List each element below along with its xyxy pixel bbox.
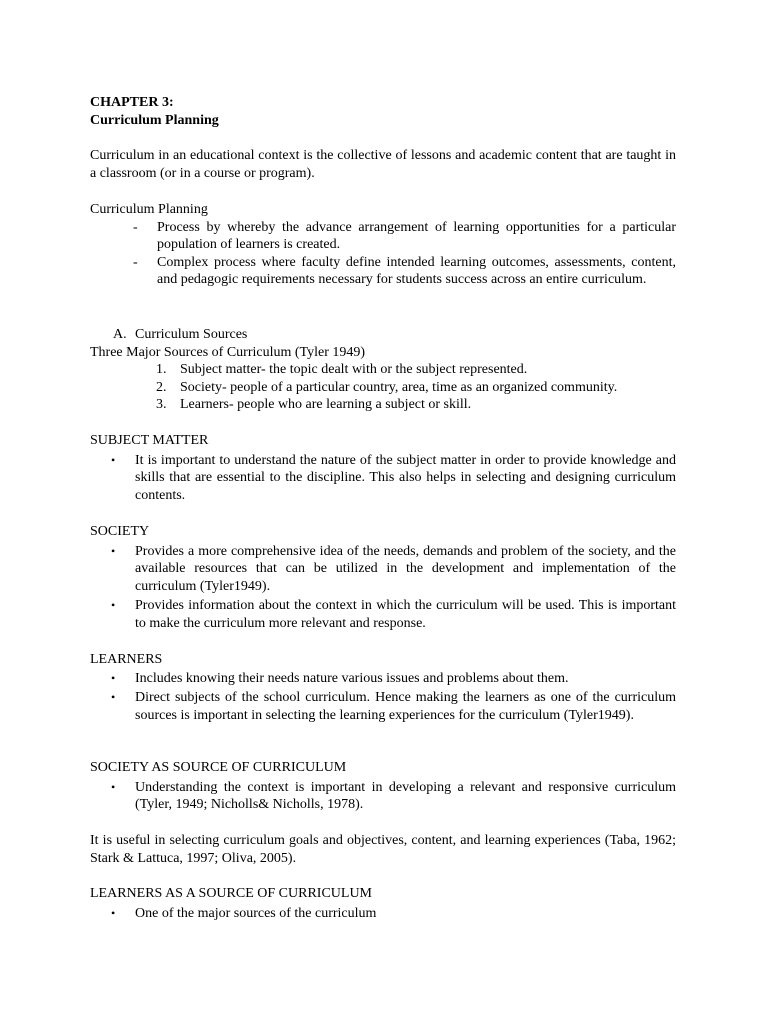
society-source-paragraph-block [90, 832, 676, 867]
society-item [111, 543, 676, 596]
chapter-number: CHAPTER 3: [90, 95, 174, 110]
bullet-marker: • [111, 670, 116, 685]
bullet-marker: • [111, 690, 116, 704]
learners-source-item [111, 905, 676, 923]
chapter-title: Curriculum Planning [90, 112, 219, 128]
society-source-item [111, 779, 676, 814]
source-item [156, 379, 676, 397]
society-source-section [90, 759, 676, 814]
number-marker: 1. [156, 362, 167, 377]
source-item-text: Subject matter- the topic dealt with or the subject represented. [180, 362, 528, 377]
dash-marker: - [133, 254, 138, 270]
dash-marker: - [133, 219, 138, 235]
society-heading: SOCIETY [90, 524, 150, 539]
chapter-header [90, 94, 676, 129]
society-item [111, 597, 676, 632]
learners-item-text: Direct subjects of the school curriculum. Hence making the learners as one of the curriculum sources is important in selecting the learning experiences for the curriculum (Tyler1949). [135, 690, 676, 723]
learners-source-section [90, 885, 676, 922]
learners-heading: LEARNERS [90, 652, 163, 667]
society-source-paragraph: It is useful in selecting curriculum goals and objectives, content, and learning experiences (Taba, 1962; Stark & Lattuca, 1997; Oliva, 2005). [90, 833, 676, 866]
subject-matter-item [111, 452, 676, 505]
planning-item [133, 254, 676, 289]
section-letter: A. [113, 327, 127, 342]
source-item [156, 361, 676, 379]
planning-item [133, 219, 676, 254]
society-source-item-text: Understanding the context is important in developing a relevant and responsive curriculum (Tyler, 1949; Nicholls& Nicholls, 1978). [135, 779, 676, 812]
source-item-text: Learners- people who are learning a subject or skill. [180, 397, 472, 412]
sources-heading: Curriculum Sources [135, 327, 248, 342]
intro-paragraph: Curriculum in an educational context is the collective of lessons and academic content that are taught in a classroom (or in a course or program). [90, 148, 676, 181]
planning-heading: Curriculum Planning [90, 202, 208, 217]
source-item-text: Society- people of a particular country, area, time as an organized community. [180, 379, 618, 395]
society-section [90, 523, 676, 632]
subject-matter-heading: SUBJECT MATTER [90, 433, 209, 448]
bullet-marker: • [111, 452, 116, 467]
society-source-heading: SOCIETY AS SOURCE OF CURRICULUM [90, 760, 347, 775]
planning-item-text: Process by whereby the advance arrangement of learning opportunities for a particular population of learners is created. [157, 219, 676, 252]
learners-item [111, 670, 676, 688]
sources-heading-row [113, 326, 676, 344]
subject-matter-section [90, 432, 676, 504]
learners-section [90, 651, 676, 724]
learners-item-text: Includes knowing their needs nature various issues and problems about them. [135, 670, 569, 686]
bullet-marker: • [111, 779, 116, 794]
planning-item-text: Complex process where faculty define intended learning outcomes, assessments, content, and pedagogic requirements necessary for students success across an entire curriculum. [157, 254, 676, 287]
society-item-text: Provides a more comprehensive idea of the needs, demands and problem of the society, and the available resources that can be utilized in the development and implementation of the curriculum (Tyler1949). [135, 543, 676, 594]
sources-section [90, 326, 676, 414]
learners-item [111, 689, 676, 724]
number-marker: 3. [156, 397, 167, 412]
planning-section [90, 201, 676, 289]
society-item-text: Provides information about the context in which the curriculum will be used. This is important to make the curriculum more relevant and response. [135, 598, 676, 631]
bullet-marker: • [111, 543, 116, 558]
sources-intro: Three Major Sources of Curriculum (Tyler 1949) [90, 344, 366, 360]
learners-source-item-text: One of the major sources of the curriculum [135, 905, 377, 921]
subject-matter-item-text: It is important to understand the nature of the subject matter in order to provide knowledge and skills that are essential to the discipline. This also helps in selecting and designing curriculum contents. [135, 452, 676, 503]
intro-paragraph-block [90, 147, 676, 182]
bullet-marker: • [111, 598, 116, 612]
source-item [156, 396, 676, 414]
number-marker: 2. [156, 379, 167, 395]
bullet-marker: • [111, 905, 116, 920]
learners-source-heading: LEARNERS AS A SOURCE OF CURRICULUM [90, 886, 373, 901]
